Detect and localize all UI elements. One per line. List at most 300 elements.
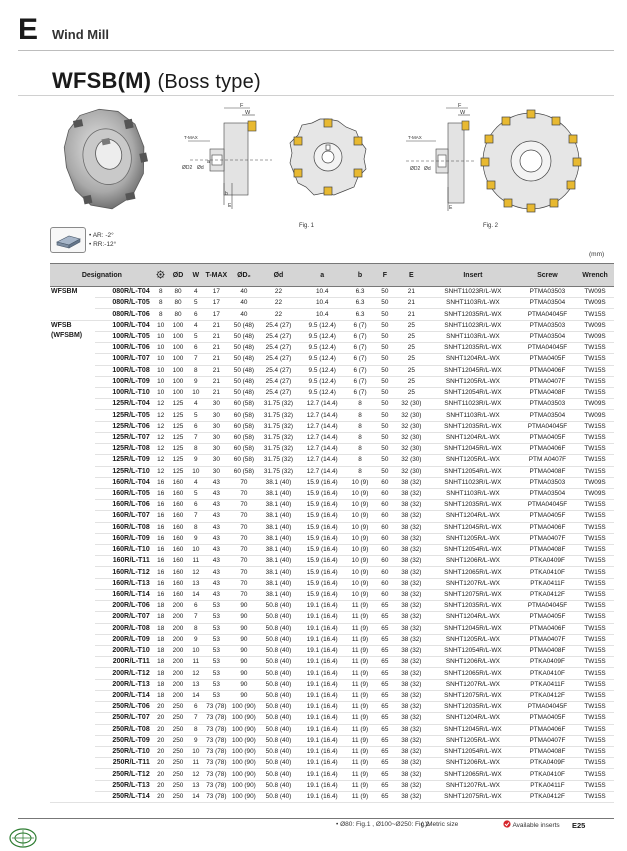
cell-a: 15.9 (16.4) [298, 533, 346, 544]
table-row [50, 556, 614, 567]
cell-b: 10 (9) [346, 500, 374, 511]
cell-F: 50 [374, 399, 396, 410]
cell-wrench: TW09S [576, 410, 614, 421]
cell-E: 38 (32) [396, 578, 427, 589]
cell-a: 19.1 (16.4) [298, 679, 346, 690]
cell-E: 21 [396, 309, 427, 320]
cell-d: 50.8 (40) [258, 735, 298, 746]
cell-D: 125 [168, 399, 189, 410]
cell-E: 38 (32) [396, 724, 427, 735]
cell-E: 38 (32) [396, 713, 427, 724]
cell-b: 10 (9) [346, 511, 374, 522]
cell-z: 18 [154, 679, 168, 690]
cell-tmax: 53 [203, 634, 229, 645]
cell-screw: PTMA04045F [519, 601, 576, 612]
section-title: Wind Mill [52, 27, 109, 42]
cell-screw: PTKA0411F [519, 578, 576, 589]
col-D2: ØD₂ [229, 264, 258, 287]
cell-a: 19.1 (16.4) [298, 623, 346, 634]
cell-z: 20 [154, 769, 168, 780]
cell-D2: 60 (58) [229, 421, 258, 432]
cell-a: 10.4 [298, 287, 346, 298]
cell-d: 31.75 (32) [258, 455, 298, 466]
cell-z: 10 [154, 354, 168, 365]
dim-d: Ød [197, 165, 204, 171]
cell-D2: 100 (90) [229, 746, 258, 757]
cell-D2: 70 [229, 589, 258, 600]
cell-designation: 250R/L-T08 [95, 724, 153, 735]
cell-b: 11 (9) [346, 702, 374, 713]
table-row [50, 444, 614, 455]
cell-F: 50 [374, 421, 396, 432]
table-row [50, 511, 614, 522]
cell-screw: PTKA0409F [519, 556, 576, 567]
cell-insert: SNHT12045R/L-WX [427, 522, 519, 533]
cell-F: 50 [374, 320, 396, 331]
cell-screw: PTMA0408F [519, 746, 576, 757]
cutter-photo [60, 103, 152, 216]
cell-b: 10 (9) [346, 556, 374, 567]
cell-tmax: 17 [203, 298, 229, 309]
cell-screw: PTMA0406F [519, 724, 576, 735]
cell-b: 11 (9) [346, 746, 374, 757]
cell-d: 25.4 (27) [258, 331, 298, 342]
cell-d: 31.75 (32) [258, 432, 298, 443]
cell-W: 4 [188, 287, 203, 298]
table-row [50, 455, 614, 466]
cell-wrench: TW15S [576, 634, 614, 645]
cell-a: 19.1 (16.4) [298, 780, 346, 791]
cell-D: 200 [168, 690, 189, 701]
cell-wrench: TW15S [576, 421, 614, 432]
cell-tmax: 73 (78) [203, 724, 229, 735]
cell-E: 32 (30) [396, 410, 427, 421]
metric-note: ( )Metric size [421, 821, 459, 828]
cell-d: 38.1 (40) [258, 488, 298, 499]
cell-b: 10 (9) [346, 578, 374, 589]
cell-E: 38 (32) [396, 511, 427, 522]
table-row [50, 477, 614, 488]
cell-D2: 90 [229, 612, 258, 623]
cell-designation: 250R/L-T06 [95, 702, 153, 713]
cell-wrench: TW15S [576, 387, 614, 398]
cell-F: 65 [374, 612, 396, 623]
dim-W: W [245, 110, 251, 116]
cell-z: 16 [154, 545, 168, 556]
cell-D: 100 [168, 331, 189, 342]
cell-screw: PTMA0406F [519, 522, 576, 533]
dim-Tmax: T-MAX [184, 135, 198, 140]
cell-screw: PTMA03503 [519, 287, 576, 298]
cell-E: 25 [396, 343, 427, 354]
cell-a: 12.7 (14.4) [298, 410, 346, 421]
cell-screw: PTMA0407F [519, 376, 576, 387]
cell-D2: 100 (90) [229, 724, 258, 735]
cell-F: 50 [374, 410, 396, 421]
cell-tmax: 53 [203, 657, 229, 668]
cell-d: 50.8 (40) [258, 601, 298, 612]
cell-insert: SNHT1205R/L-WX [427, 455, 519, 466]
cell-D: 200 [168, 612, 189, 623]
cell-designation: 250R/L-T10 [95, 746, 153, 757]
cell-D2: 90 [229, 657, 258, 668]
col-E: E [396, 264, 427, 287]
cell-wrench: TW15S [576, 309, 614, 320]
cell-E: 38 (32) [396, 657, 427, 668]
table-row [50, 746, 614, 757]
available-label: Available inserts [512, 822, 560, 829]
cell-designation: 200R/L-T12 [95, 668, 153, 679]
cell-insert: SNHT1206R/L-WX [427, 758, 519, 769]
cell-designation: 080R/L-T04 [95, 287, 153, 298]
cell-z: 18 [154, 668, 168, 679]
cell-W: 13 [188, 780, 203, 791]
cell-z: 18 [154, 690, 168, 701]
cell-b: 10 (9) [346, 567, 374, 578]
cell-designation: 125R/L-T07 [95, 432, 153, 443]
cell-b: 6 (7) [346, 387, 374, 398]
fig2-dim-F: F [458, 103, 462, 109]
cell-insert: SNHT1205R/L-WX [427, 735, 519, 746]
cell-tmax: 53 [203, 646, 229, 657]
cell-b: 11 (9) [346, 713, 374, 724]
col-F: F [374, 264, 396, 287]
cell-insert: SNHT12054R/L-WX [427, 466, 519, 477]
cell-z: 10 [154, 365, 168, 376]
cell-D2: 100 (90) [229, 758, 258, 769]
cell-tmax: 53 [203, 612, 229, 623]
cell-D: 160 [168, 589, 189, 600]
table-row [50, 780, 614, 791]
cell-wrench: TW15S [576, 522, 614, 533]
unit-label: (mm) [589, 251, 605, 258]
cell-a: 15.9 (16.4) [298, 477, 346, 488]
cell-wrench: TW15S [576, 758, 614, 769]
top-divider [18, 50, 614, 51]
cell-a: 15.9 (16.4) [298, 488, 346, 499]
cell-designation: 160R/L-T08 [95, 522, 153, 533]
product-title [52, 68, 261, 94]
cell-F: 50 [374, 365, 396, 376]
cell-W: 4 [188, 477, 203, 488]
cell-z: 10 [154, 343, 168, 354]
cell-F: 65 [374, 646, 396, 657]
cell-D: 200 [168, 668, 189, 679]
cell-W: 8 [188, 522, 203, 533]
cell-b: 11 (9) [346, 646, 374, 657]
cell-z: 20 [154, 724, 168, 735]
table-row [50, 567, 614, 578]
cell-d: 50.8 (40) [258, 713, 298, 724]
cell-F: 50 [374, 331, 396, 342]
cell-D2: 70 [229, 545, 258, 556]
cell-designation: 160R/L-T12 [95, 567, 153, 578]
cell-screw: PTMA03504 [519, 298, 576, 309]
cell-a: 19.1 (16.4) [298, 668, 346, 679]
insert-image [50, 227, 86, 253]
cell-d: 31.75 (32) [258, 444, 298, 455]
cell-E: 32 (30) [396, 466, 427, 477]
cell-b: 8 [346, 466, 374, 477]
cell-z: 8 [154, 298, 168, 309]
cell-tmax: 73 (78) [203, 702, 229, 713]
spec-table [50, 263, 614, 803]
table-row [50, 365, 614, 376]
cell-W: 7 [188, 354, 203, 365]
cell-W: 7 [188, 511, 203, 522]
cell-wrench: TW15S [576, 769, 614, 780]
dim-E: E [228, 203, 232, 209]
table-row [50, 387, 614, 398]
cell-screw: PTMA0406F [519, 444, 576, 455]
cell-F: 50 [374, 376, 396, 387]
fig2-dim-D2: ØD2 [410, 166, 421, 172]
cell-designation: 160R/L-T06 [95, 500, 153, 511]
cell-screw: PTMA0405F [519, 511, 576, 522]
cell-wrench: TW15S [576, 444, 614, 455]
cell-W: 14 [188, 690, 203, 701]
cell-screw: PTMA03504 [519, 331, 576, 342]
cell-W: 10 [188, 646, 203, 657]
table-row [50, 713, 614, 724]
cell-z: 12 [154, 455, 168, 466]
cell-insert: SNHT12054R/L-WX [427, 746, 519, 757]
cell-D2: 90 [229, 634, 258, 645]
table-row [50, 309, 614, 320]
cell-a: 19.1 (16.4) [298, 713, 346, 724]
cell-z: 16 [154, 500, 168, 511]
cell-designation: 125R/L-T09 [95, 455, 153, 466]
cell-designation: 160R/L-T10 [95, 545, 153, 556]
cell-E: 38 (32) [396, 556, 427, 567]
cell-F: 60 [374, 488, 396, 499]
cell-insert: SNHT12035R/L-WX [427, 500, 519, 511]
cell-b: 11 (9) [346, 735, 374, 746]
cell-insert: SNHT1204R/L-WX [427, 432, 519, 443]
cell-F: 65 [374, 601, 396, 612]
cell-z: 18 [154, 657, 168, 668]
cell-D2: 50 (48) [229, 376, 258, 387]
cell-d: 38.1 (40) [258, 522, 298, 533]
cell-F: 65 [374, 713, 396, 724]
cell-W: 10 [188, 746, 203, 757]
cell-D2: 40 [229, 287, 258, 298]
cell-W: 6 [188, 601, 203, 612]
cell-tmax: 17 [203, 309, 229, 320]
cell-tmax: 43 [203, 488, 229, 499]
cell-insert: SNHT12045R/L-WX [427, 623, 519, 634]
table-row [50, 331, 614, 342]
cell-tmax: 21 [203, 387, 229, 398]
cell-W: 11 [188, 657, 203, 668]
title-divider [18, 95, 614, 96]
cell-designation: 160R/L-T04 [95, 477, 153, 488]
cell-F: 60 [374, 522, 396, 533]
dim-b: b [225, 191, 228, 197]
cell-designation: 250R/L-T14 [95, 791, 153, 802]
cell-b: 10 (9) [346, 477, 374, 488]
cell-a: 15.9 (16.4) [298, 578, 346, 589]
cell-d: 22 [258, 298, 298, 309]
cell-D2: 70 [229, 578, 258, 589]
cell-screw: PTKA0410F [519, 668, 576, 679]
cell-screw: PTKA0409F [519, 758, 576, 769]
cell-screw: PTMA0406F [519, 623, 576, 634]
cell-F: 60 [374, 556, 396, 567]
cell-screw: PTMA0407F [519, 634, 576, 645]
cell-a: 19.1 (16.4) [298, 735, 346, 746]
table-row [50, 634, 614, 645]
fig1-side-view [180, 103, 280, 215]
cell-wrench: TW15S [576, 791, 614, 802]
cell-F: 50 [374, 287, 396, 298]
cell-screw: PTMA03503 [519, 477, 576, 488]
cell-E: 38 (32) [396, 477, 427, 488]
cell-E: 32 (30) [396, 455, 427, 466]
product-name: WFSB(M) [52, 68, 152, 93]
cell-d: 50.8 (40) [258, 702, 298, 713]
cell-W: 5 [188, 410, 203, 421]
cell-d: 22 [258, 309, 298, 320]
cell-designation: 200R/L-T10 [95, 646, 153, 657]
dim-F: F [240, 103, 244, 109]
cell-D: 100 [168, 354, 189, 365]
cell-z: 12 [154, 399, 168, 410]
cell-screw: PTMA0407F [519, 735, 576, 746]
cell-a: 15.9 (16.4) [298, 522, 346, 533]
cell-D2: 60 (58) [229, 410, 258, 421]
cell-d: 25.4 (27) [258, 320, 298, 331]
col-a: a [298, 264, 346, 287]
cell-screw: PTM A0407F [519, 455, 576, 466]
cell-W: 12 [188, 567, 203, 578]
cell-D: 80 [168, 298, 189, 309]
cell-z: 20 [154, 791, 168, 802]
cell-wrench: TW15S [576, 690, 614, 701]
cell-z: 12 [154, 410, 168, 421]
cell-wrench: TW15S [576, 679, 614, 690]
cell-z: 20 [154, 746, 168, 757]
table-row [50, 343, 614, 354]
fig2-front-view [478, 108, 584, 214]
cell-d: 50.8 (40) [258, 724, 298, 735]
cell-designation: 250R/L-T11 [95, 758, 153, 769]
cell-designation: 080R/L-T05 [95, 298, 153, 309]
cell-z: 12 [154, 432, 168, 443]
cell-insert: SNHT1205R/L-WX [427, 533, 519, 544]
cell-tmax: 53 [203, 679, 229, 690]
cell-designation: 250R/L-T13 [95, 780, 153, 791]
cell-tmax: 43 [203, 533, 229, 544]
table-row [50, 690, 614, 701]
cell-W: 5 [188, 298, 203, 309]
table-row [50, 376, 614, 387]
cell-a: 19.1 (16.4) [298, 791, 346, 802]
col-wrench: Wrench [576, 264, 614, 287]
cell-z: 16 [154, 533, 168, 544]
cell-b: 11 (9) [346, 601, 374, 612]
table-row [50, 410, 614, 421]
col-screw: Screw [519, 264, 576, 287]
cell-a: 15.9 (16.4) [298, 511, 346, 522]
cell-insert: SNHT1207R/L-WX [427, 679, 519, 690]
cell-insert: SNHT12065R/L-WX [427, 769, 519, 780]
cell-D: 160 [168, 477, 189, 488]
cell-F: 65 [374, 623, 396, 634]
rr-angle: • RR:-12° [89, 241, 117, 248]
cell-b: 6.3 [346, 298, 374, 309]
table-row [50, 545, 614, 556]
cell-b: 11 (9) [346, 612, 374, 623]
cell-designation: 125R/L-T06 [95, 421, 153, 432]
cell-D2: 50 (48) [229, 343, 258, 354]
cell-F: 65 [374, 679, 396, 690]
cell-W: 6 [188, 343, 203, 354]
cell-F: 65 [374, 724, 396, 735]
cell-a: 19.1 (16.4) [298, 690, 346, 701]
cell-d: 31.75 (32) [258, 410, 298, 421]
cell-wrench: TW09S [576, 287, 614, 298]
cell-z: 16 [154, 556, 168, 567]
cell-wrench: TW09S [576, 331, 614, 342]
cell-d: 38.1 (40) [258, 477, 298, 488]
cell-z: 8 [154, 287, 168, 298]
cell-z: 12 [154, 466, 168, 477]
teeth-icon [156, 270, 165, 279]
cell-insert: SNHT12035R/L-WX [427, 702, 519, 713]
cell-a: 9.5 (12.4) [298, 365, 346, 376]
cell-E: 38 (32) [396, 668, 427, 679]
cell-d: 50.8 (40) [258, 657, 298, 668]
cell-F: 60 [374, 545, 396, 556]
cell-W: 9 [188, 634, 203, 645]
cell-a: 12.7 (14.4) [298, 432, 346, 443]
cell-wrench: TW15S [576, 365, 614, 376]
cell-F: 60 [374, 589, 396, 600]
cell-insert: SNHT12035R/L-WX [427, 421, 519, 432]
cell-screw: PTMA04045F [519, 500, 576, 511]
cell-D: 250 [168, 735, 189, 746]
cell-F: 50 [374, 466, 396, 477]
cell-z: 16 [154, 567, 168, 578]
cell-wrench: TW15S [576, 466, 614, 477]
cell-a: 19.1 (16.4) [298, 612, 346, 623]
cell-tmax: 21 [203, 343, 229, 354]
cell-designation: 100R/L-T10 [95, 387, 153, 398]
cell-screw: PTMA0408F [519, 387, 576, 398]
cell-E: 38 (32) [396, 601, 427, 612]
cell-tmax: 73 (78) [203, 758, 229, 769]
cell-d: 38.1 (40) [258, 567, 298, 578]
cell-D2: 60 (58) [229, 432, 258, 443]
cell-W: 9 [188, 533, 203, 544]
cell-W: 4 [188, 320, 203, 331]
cell-designation: 160R/L-T07 [95, 511, 153, 522]
cell-wrench: TW09S [576, 399, 614, 410]
cell-designation: 200R/L-T11 [95, 657, 153, 668]
cell-d: 38.1 (40) [258, 589, 298, 600]
cell-wrench: TW15S [576, 668, 614, 679]
cell-b: 11 (9) [346, 769, 374, 780]
cell-E: 38 (32) [396, 746, 427, 757]
cell-z: 18 [154, 601, 168, 612]
col-d: Ød [258, 264, 298, 287]
cell-D: 160 [168, 500, 189, 511]
cell-screw: PTKA0412F [519, 589, 576, 600]
cell-a: 19.1 (16.4) [298, 646, 346, 657]
cell-d: 38.1 (40) [258, 545, 298, 556]
fig2-dim-Tmax: T-MAX [408, 135, 422, 140]
